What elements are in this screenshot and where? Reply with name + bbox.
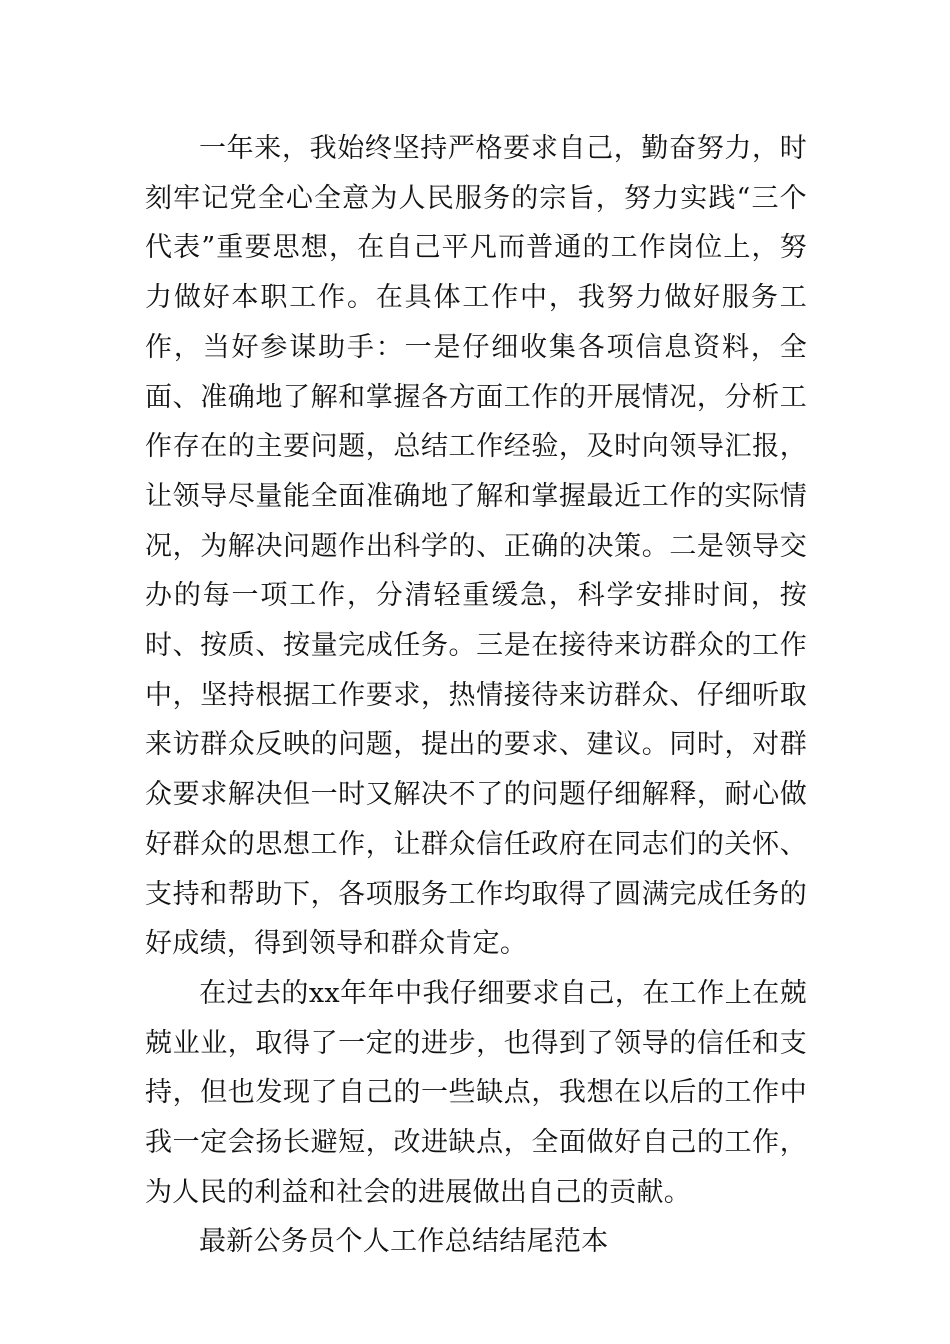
document-body	[145, 124, 807, 1267]
closing-title: 最新公务员个人工作总结结尾范本	[199, 1226, 609, 1258]
paragraph-reflection: 在过去的xx年年中我仔细要求自己，在工作上在兢兢业业，取得了一定的进步，也得到了领导的信任和支持，但也发现了自己的一些缺点，我想在以后的工作中我一定会扬长避短，改进缺点，全面做好自己的工作，为人民的利益和社会的进展做出自己的贡献。	[145, 977, 807, 1208]
paragraph-work-summary: 一年来，我始终坚持严格要求自己，勤奋努力，时刻牢记党全心全意为人民服务的宗旨，努力实践“三个代表”重要思想，在自己平凡而普通的工作岗位上，努力做好本职工作。在具体工作中，我努力做好服务工作，当好参谋助手：一是仔细收集各项信息资料，全面、准确地了解和掌握各方面工作的开展情况，分析工作存在的主要问题，总结工作经验，及时向领导汇报，让领导尽量能全面准确地了解和掌握最近工作的实际情况，为解决问题作出科学的、正确的决策。二是领导交办的每一项工作，分清轻重缓急，科学安排时间，按时、按质、按量完成任务。三是在接待来访群众的工作中，坚持根据工作要求，热情接待来访群众、仔细听取来访群众反映的问题，提出的要求、建议。同时，对群众要求解决但一时又解决不了的问题仔细解释，耐心做好群众的思想工作，让群众信任政府在同志们的关怀、支持和帮助下，各项服务工作均取得了圆满完成任务的好成绩，得到领导和群众肯定。	[145, 133, 807, 960]
